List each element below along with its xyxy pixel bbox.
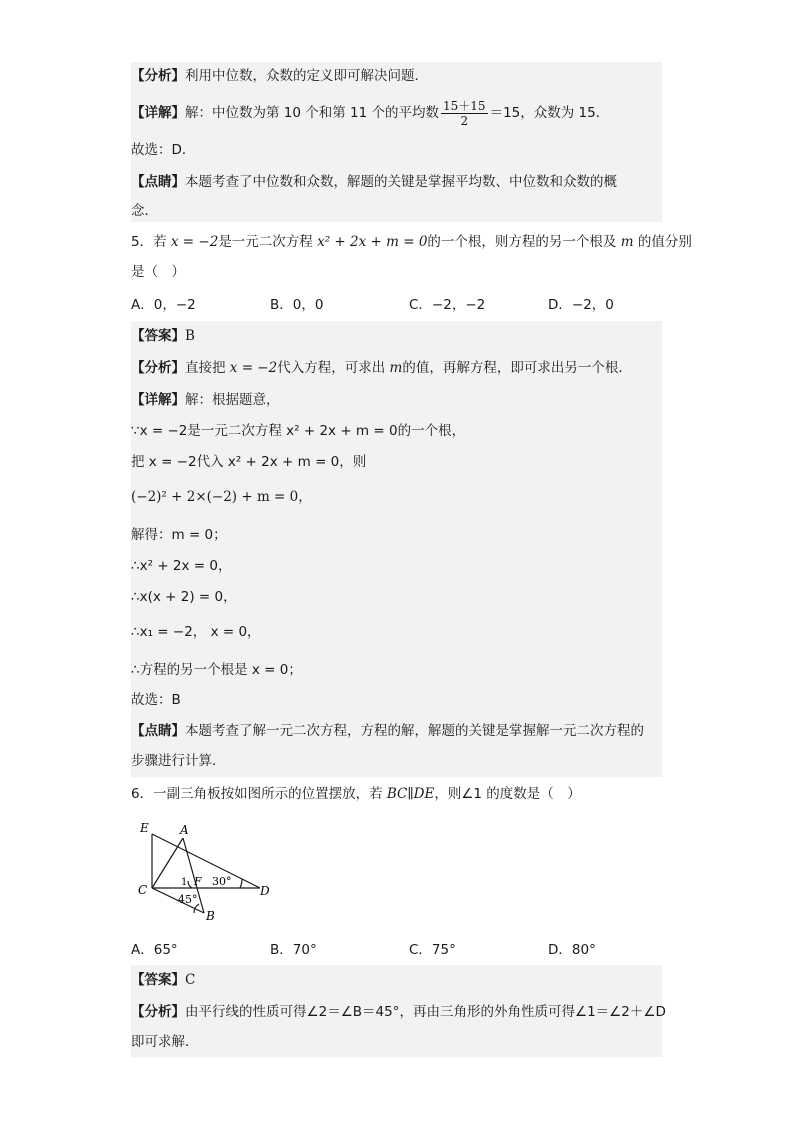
analysis-text-3: 的值，再解方程，即可求出另一个根．: [402, 360, 632, 376]
analysis-tag: 【分析】: [131, 1004, 185, 1020]
detail-intro: 解：根据题意，: [185, 392, 280, 408]
q5-analysis-line: [131, 358, 662, 378]
answer-tag: 【答案】: [131, 972, 185, 988]
answer-tag: 【答案】: [131, 328, 185, 344]
comment-tag: 【点睛】: [131, 174, 185, 190]
q4-analysis-line: [131, 66, 662, 86]
q5-step-5: ∴x² + 2x = 0，: [131, 558, 232, 574]
q4-detail-line: [131, 98, 662, 128]
q5-step-4: 解得：m = 0；: [131, 527, 227, 543]
q6-parallel-eq: BC∥DE: [386, 786, 435, 802]
q5-eq-equation: x² + 2x + m = 0: [317, 234, 428, 250]
q5-var-m: m: [620, 234, 634, 250]
q6-stem-text: 6．一副三角板按如图所示的位置摆放，若: [131, 786, 387, 802]
label-f: F: [194, 875, 202, 888]
q6-options: [131, 940, 662, 960]
answer-value: B: [185, 328, 195, 344]
label-angle-45: 45°: [178, 893, 198, 906]
analysis-text-2: 代入方程，可求出: [277, 360, 390, 376]
q4-comment-line-1: [131, 172, 662, 192]
fraction-numerator: 15＋15: [443, 99, 486, 113]
q5-step-3: (−2)² + 2×(−2) + m = 0，: [131, 489, 312, 505]
angle-30-arc: [240, 879, 242, 888]
label-b: B: [206, 909, 215, 923]
label-angle-1: 1: [181, 877, 188, 888]
q5-stem-line-2: 是（ ）: [131, 264, 185, 280]
detail-tag: 【详解】: [131, 392, 185, 408]
q6-option-b[interactable]: B．70°: [270, 942, 317, 958]
q5-stem-text: 是一元二次方程: [218, 234, 318, 250]
q5-options: [131, 295, 662, 315]
q5-comment-line-1: [131, 721, 662, 741]
q5-stem-text-3: 的值分别: [633, 234, 692, 250]
q5-comment-line-2: 步骤进行计算．: [131, 753, 226, 769]
analysis-text: 利用中位数，众数的定义即可解决问题．: [185, 68, 428, 84]
comment-tag: 【点睛】: [131, 723, 185, 739]
angle-1-arc: [188, 881, 192, 888]
q5-option-d[interactable]: D．−2，0: [548, 297, 614, 313]
q6-analysis-line-2: 即可求解．: [131, 1034, 199, 1050]
q6-option-d[interactable]: D．80°: [548, 942, 596, 958]
answer-value: C: [185, 972, 196, 988]
label-c: C: [138, 883, 148, 897]
q5-answer-line: [131, 326, 662, 346]
q5-option-a[interactable]: A．0，−2: [131, 297, 196, 313]
q5-step-6: ∴x(x + 2) = 0，: [131, 589, 237, 605]
q5-eq-root: x = −2: [170, 234, 219, 250]
detail-text: 解：中位数为第 10 个和第 11 个的平均数: [185, 105, 440, 121]
q4-comment-line-2: 念．: [131, 203, 158, 219]
label-e: E: [140, 821, 149, 835]
q5-option-b[interactable]: B．0，0: [270, 297, 324, 313]
label-d: D: [260, 884, 270, 898]
detail-text-result: ＝15，众数为 15．: [489, 105, 610, 121]
fraction-denominator: 2: [460, 114, 469, 128]
analysis-tag: 【分析】: [131, 360, 185, 376]
detail-tag: 【详解】: [131, 105, 185, 121]
analysis-var-m: m: [389, 360, 403, 376]
q6-stem-text-2: ，则∠1 的度数是（ ）: [434, 786, 581, 802]
q5-option-c[interactable]: C．−2，−2: [409, 297, 486, 313]
q5-step-2: 把 x = −2代入 x² + 2x + m = 0，则: [131, 454, 367, 470]
q6-option-a[interactable]: A．65°: [131, 942, 178, 958]
analysis-tag: 【分析】: [131, 68, 185, 84]
label-a: A: [180, 823, 189, 837]
q4-choice-line: 故选：D．: [131, 142, 196, 158]
comment-text: 本题考查了中位数和众数，解题的关键是掌握平均数、中位数和众数的概: [185, 174, 617, 190]
label-angle-30: 30°: [212, 875, 232, 888]
analysis-text: 由平行线的性质可得∠2＝∠B＝45°，再由三角形的外角性质可得∠1＝∠2＋∠D: [185, 1004, 666, 1020]
q5-choice-line: 故选：B: [131, 692, 181, 708]
segment-ca: [152, 838, 183, 888]
q5-step-8: ∴方程的另一个根是 x = 0；: [131, 662, 302, 678]
q5-detail-line: [131, 390, 662, 410]
q6-option-c[interactable]: C．75°: [409, 942, 456, 958]
q6-answer-line: [131, 970, 662, 990]
q5-step-1: ∵x = −2是一元二次方程 x² + 2x + m = 0的一个根，: [131, 423, 466, 439]
q6-stem-line: [131, 784, 662, 804]
comment-text: 本题考查了解一元二次方程，方程的解，解题的关键是掌握解一元二次方程的: [185, 723, 644, 739]
q5-stem-text-2: 的一个根，则方程的另一个根及: [427, 234, 621, 250]
average-fraction: [441, 99, 488, 128]
q5-stem-line-1: [131, 232, 692, 252]
analysis-eq: x = −2: [229, 360, 278, 376]
q5-step-7: ∴x₁ = −2， x = 0，: [131, 624, 261, 640]
analysis-text: 直接把: [185, 360, 230, 376]
triangle-set-figure: [136, 816, 276, 924]
q5-number: 5．若: [131, 234, 171, 250]
q6-analysis-line-1: [131, 1002, 666, 1022]
